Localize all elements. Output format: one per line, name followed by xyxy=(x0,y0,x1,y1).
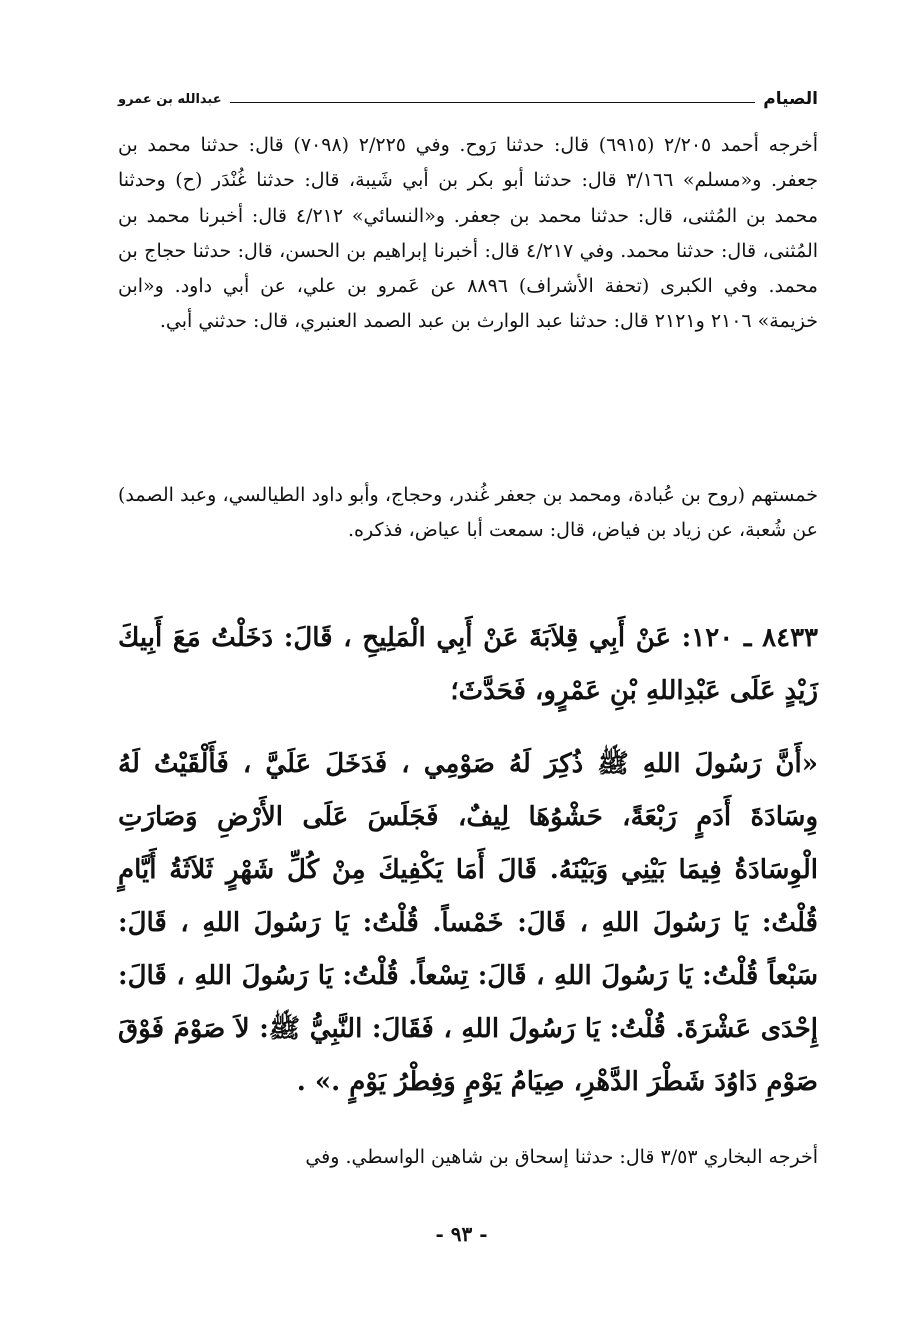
page-number: - ٩٣ - xyxy=(435,1222,488,1246)
summary-paragraph: خمستهم (روح بن عُبادة، ومحمد بن جعفر غُندر، وحجاج، وأبو داود الطيالسي، وعبد الصمد) عن شُعبة، عن زياد بن فياض، قال: سمعت أبا عياض، فذكره. xyxy=(118,484,818,542)
subject-title: عبدالله بن عمرو xyxy=(118,91,222,107)
hadith-matn: «أَنَّ رَسُولَ اللهِ ﷺ ذُكِرَ لَهُ صَوْمِي ، فَدَخَلَ عَلَيَّ ، فَأَلْقَيْتُ لَهُ وِسَادَةَ أَدَمٍ رَبْعَةً، حَشْوُهَا لِيفٌ، فَجَلَسَ عَلَى الأَرْضِ وَصَارَتِ الْوِسَادَةُ فِيمَا بَيْنِي وَبَيْنَهُ. قَالَ أَمَا يَكْفِيكَ مِنْ كُلِّ شَهْرٍ ثَلاَثَةُ أَيَّامٍ قُلْتُ: يَا رَسُولَ اللهِ ، قَالَ: خَمْساً. قُلْتُ: يَا رَسُولَ اللهِ ، قَالَ: سَبْعاً قُلْتُ: يَا رَسُولَ اللهِ ، قَالَ: تِسْعاً. قُلْتُ: يَا رَسُولَ اللهِ ، قَالَ: إِحْدَى عَشْرَةَ. قُلْتُ: يَا رَسُولَ اللهِ ، فَقَالَ: النَّبِيُّ ﷺ: لاَ صَوْمَ فَوْقَ صَوْمِ دَاوُدَ شَطْرَ الدَّهْرِ، صِيَامُ يَوْمٍ وَفِطْرُ يَوْمٍ .» . xyxy=(118,749,818,1097)
running-header xyxy=(118,84,818,114)
takhrij-paragraph: أخرجه أحمد ٢/٢٠٥ (٦٩١٥) قال: حدثنا رَوح. وفي ٢/٢٢٥ (٧٠٩٨) قال: حدثنا محمد بن جعفر. و«مسلم» ٣/١٦٦ قال: حدثنا أبو بكر بن أبي شَيبة، قال: حدثنا غُنْدَر (ح) وحدثنا محمد بن المُثنى، قال: حدثنا محمد بن جعفر. و«النسائي» ٤/٢١٢ قال: أخبرنا محمد بن المُثنى، قال: حدثنا محمد. وفي ٤/٢١٧ قال: أخبرنا إبراهيم بن الحسن، قال: حدثنا حجاج بن محمد. وفي الكبرى (تحفة الأشراف) ٨٨٩٦ عن عَمرو بن علي، عن أبي داود. و«ابن خزيمة» ٢١٠٦ و٢١٢١ قال: حدثنا عبد الوارث بن عبد الصمد العنبري، قال: حدثني أبي. xyxy=(118,134,819,333)
hadith-isnad: ٨٤٣٣ ـ ١٢٠: عَنْ أَبِي قِلاَبَةَ عَنْ أَبِي الْمَلِيحِ ، قَالَ: دَخَلْتُ مَعَ أَبِيكَ زَيْدٍ عَلَى عَبْدِاللهِ بْنِ عَمْرٍو، فَحَدَّثَ؛ xyxy=(118,623,818,706)
takhrij-continuation: أخرجه البخاري ٣/٥٣ قال: حدثنا إسحاق بن شاهين الواسطي. وفي xyxy=(305,1146,818,1168)
header-rule xyxy=(230,102,756,103)
chapter-title: الصيام xyxy=(763,89,818,109)
